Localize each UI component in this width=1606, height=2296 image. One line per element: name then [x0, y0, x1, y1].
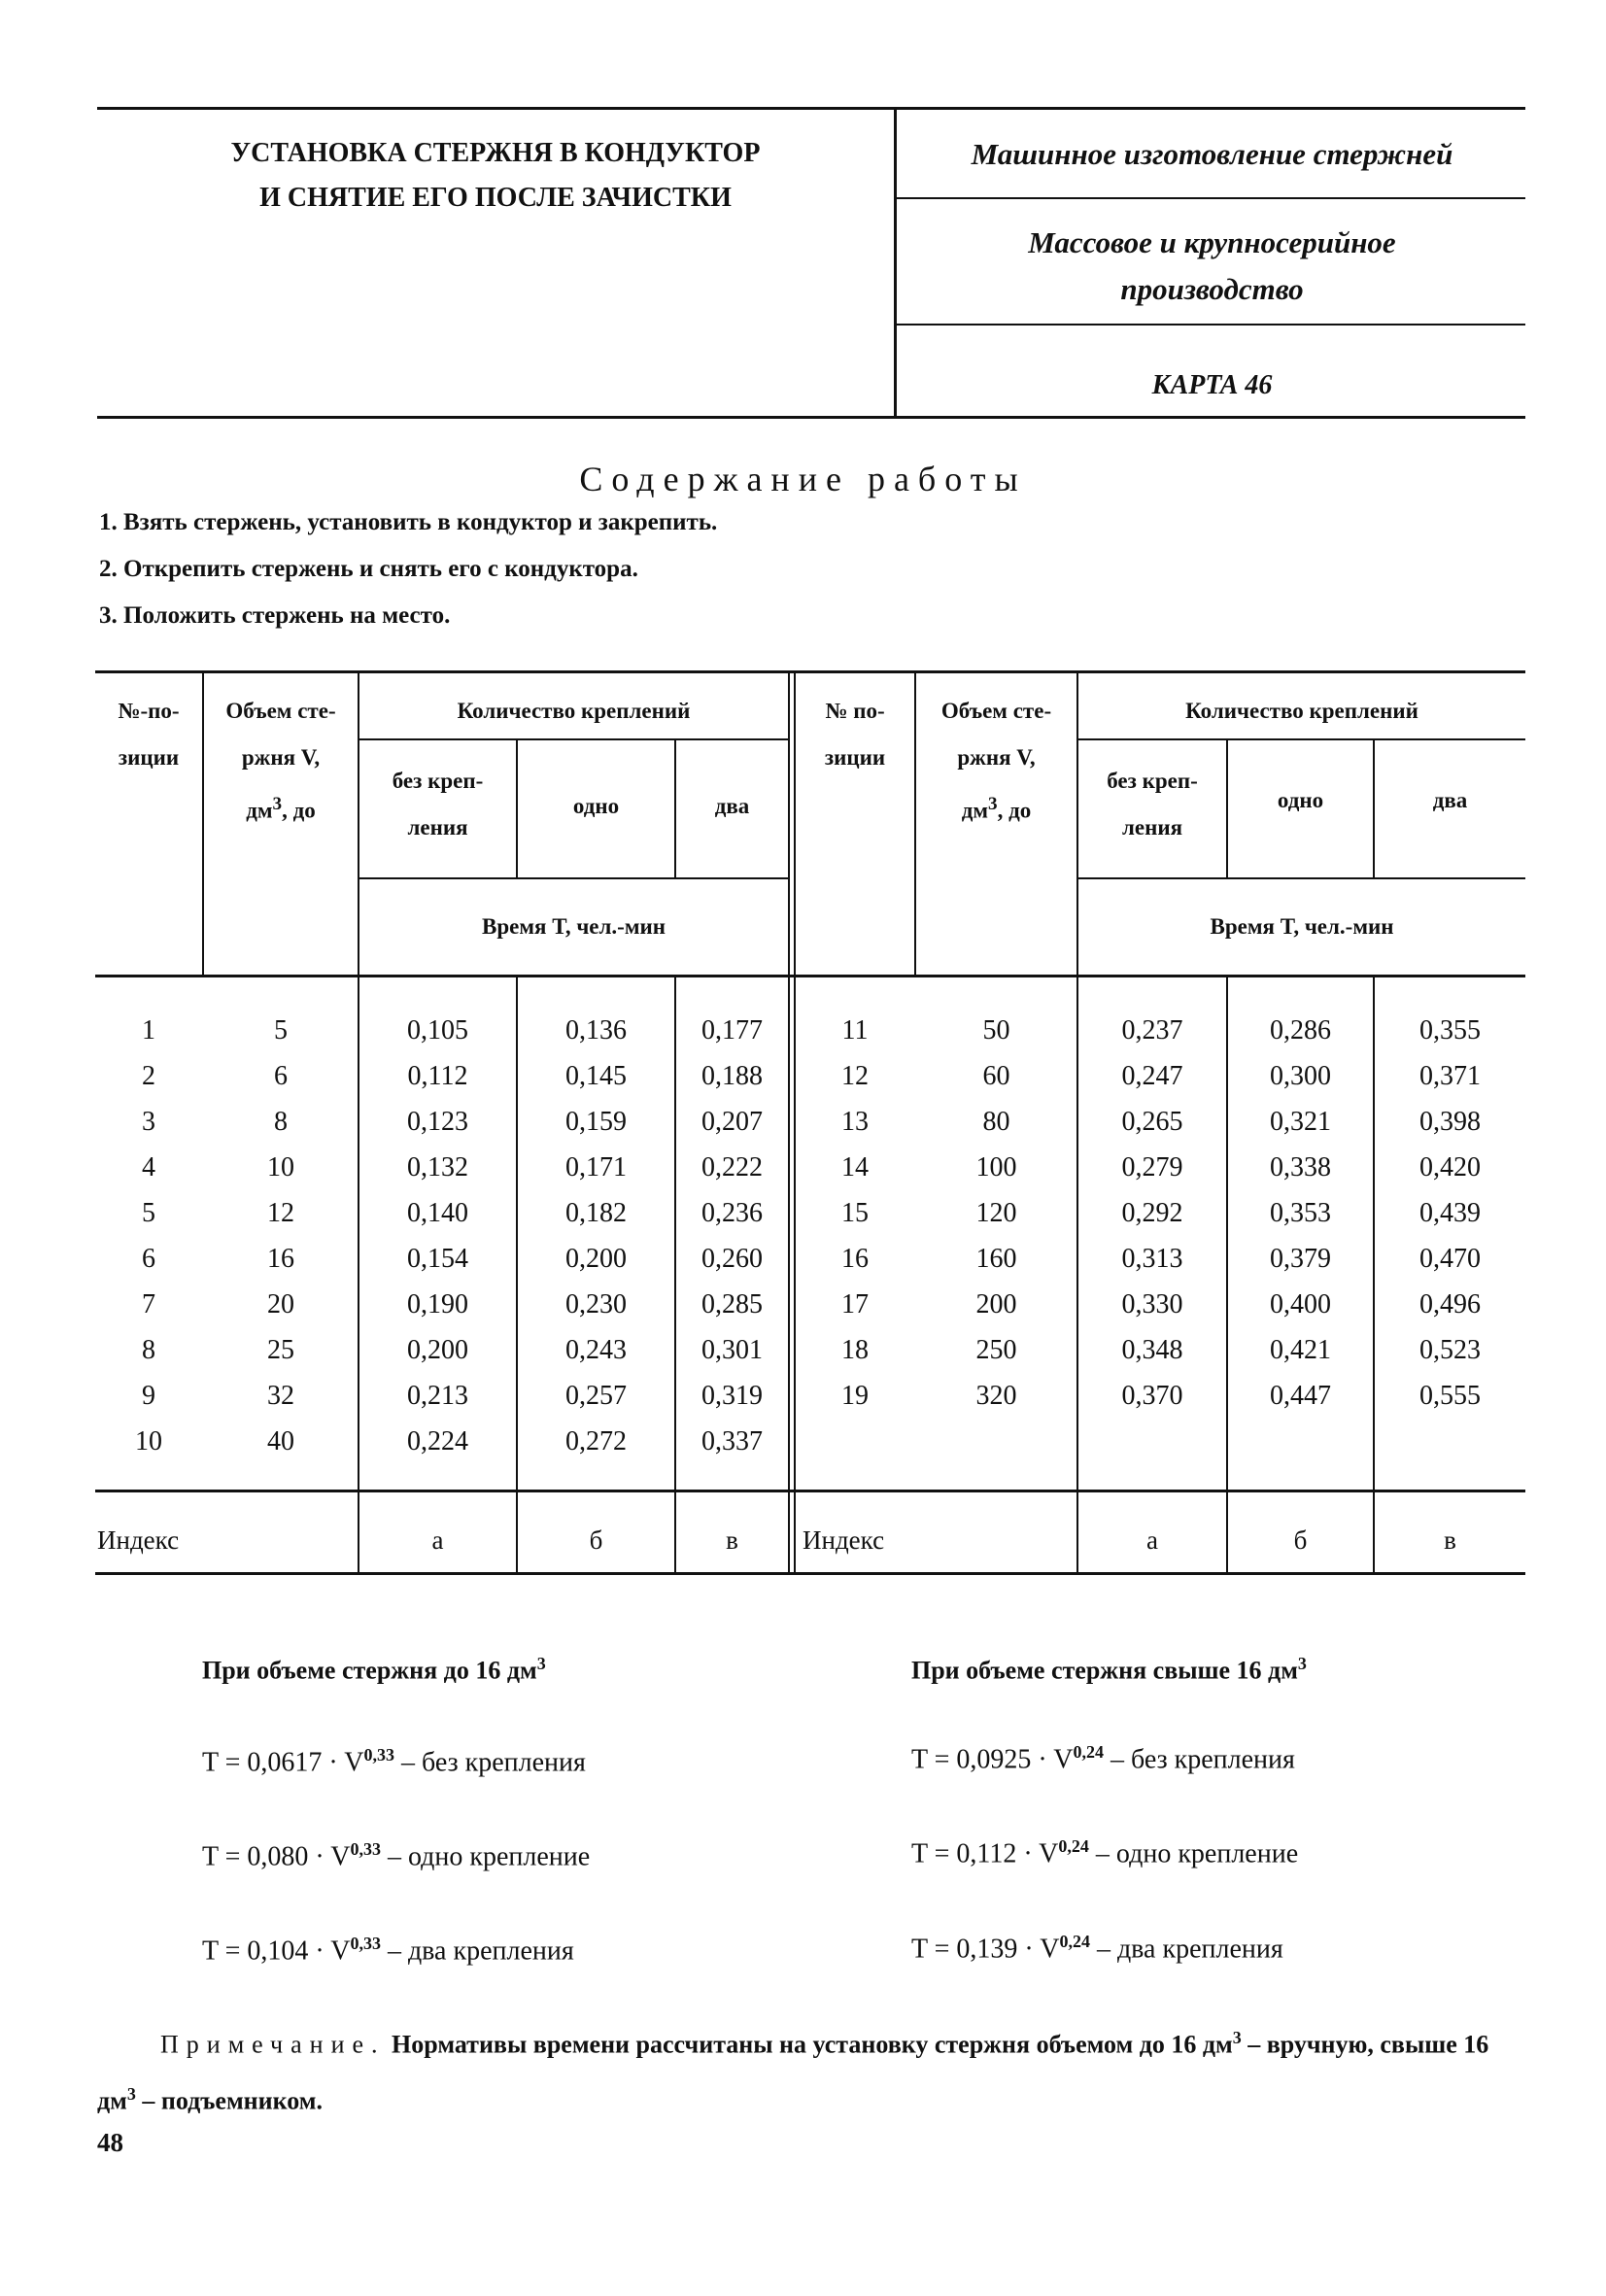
left-index-label: Индекс — [97, 1525, 180, 1555]
right-header-volume-line2: ржня V, — [957, 745, 1036, 770]
title-line-2: И СНЯТИЕ ЕГО ПОСЛЕ ЗАЧИСТКИ — [259, 183, 732, 213]
formula-right-2 — [911, 1836, 1298, 1869]
left-header-position-line2: зиции — [118, 745, 180, 770]
left-header-volume-line2: ржня V, — [241, 745, 321, 770]
left-header-volume-line1: Объем сте- — [225, 699, 336, 723]
work-step-3: 3. Положить стержень на место. — [99, 602, 451, 629]
right-row-5-col-5: 0,439 — [1419, 1198, 1481, 1228]
left-header-volume-line3 — [204, 781, 358, 835]
right-row-7-col-4: 0,400 — [1270, 1289, 1331, 1319]
left-row-6-col-1: 6 — [142, 1244, 155, 1274]
left-header-no-fastening — [359, 758, 516, 851]
formulas-right-heading-text: При объеме стержня свыше 16 дм — [911, 1656, 1298, 1685]
right-row-2-col-4: 0,300 — [1270, 1061, 1331, 1091]
left-header-volume-unit: дм — [246, 798, 273, 823]
left-row-10-col-3: 0,224 — [407, 1426, 468, 1456]
left-row-2-col-5: 0,188 — [701, 1061, 763, 1091]
right-row-5-col-3: 0,292 — [1121, 1198, 1183, 1228]
left-row-10-col-5: 0,337 — [701, 1426, 763, 1456]
right-header-volume — [916, 688, 1076, 835]
right-row-4-col-1: 14 — [841, 1152, 869, 1182]
right-row-5-col-4: 0,353 — [1270, 1198, 1331, 1228]
right-row-7-col-2: 200 — [975, 1289, 1017, 1319]
formulas-right-heading — [911, 1654, 1307, 1686]
left-row-5-col-2: 12 — [267, 1198, 294, 1228]
right-row-2-col-5: 0,371 — [1419, 1061, 1481, 1091]
right-header-volume-exp: 3 — [988, 794, 998, 814]
left-row-10-col-1: 10 — [135, 1426, 162, 1456]
left-row-6-col-4: 0,200 — [565, 1244, 627, 1274]
right-header-position-line1: № по- — [825, 699, 885, 723]
left-row-9-col-5: 0,319 — [701, 1381, 763, 1411]
left-row-5-col-4: 0,182 — [565, 1198, 627, 1228]
production-type — [899, 220, 1525, 313]
right-row-1-col-4: 0,286 — [1270, 1015, 1331, 1045]
work-content-title: Содержание работы — [579, 460, 1027, 498]
right-row-7-col-3: 0,330 — [1121, 1289, 1183, 1319]
right-row-4-col-2: 100 — [975, 1152, 1017, 1182]
note-exp-1: 3 — [1232, 2028, 1242, 2047]
right-header-position — [796, 688, 914, 781]
header-right-rule-2 — [896, 324, 1525, 326]
note — [97, 2013, 1525, 2125]
right-row-3-col-2: 80 — [982, 1107, 1010, 1137]
left-row-1-col-3: 0,105 — [407, 1015, 468, 1045]
formula-left-1-exp: 0,33 — [363, 1745, 394, 1765]
note-text-3: – подъемником. — [135, 2086, 323, 2115]
left-header-position-line1: №-по- — [118, 699, 180, 723]
process-type-text: Машинное изготовление стержней — [971, 137, 1453, 171]
left-row-9-col-2: 32 — [267, 1381, 294, 1411]
formulas-left-heading-text: При объеме стержня до 16 дм — [202, 1656, 537, 1685]
formula-left-1-base: T = 0,0617 · V — [202, 1747, 364, 1778]
left-row-8-col-3: 0,200 — [407, 1335, 468, 1365]
left-subheader-rule — [358, 738, 790, 740]
left-row-3-col-2: 8 — [274, 1107, 288, 1137]
center-rule-a — [788, 670, 790, 1574]
right-row-5-col-1: 15 — [841, 1198, 869, 1228]
left-row-3-col-1: 3 — [142, 1107, 155, 1137]
note-label: Примечание. — [160, 2030, 386, 2059]
formula-right-3-desc: – два крепления — [1089, 1934, 1283, 1965]
right-row-5-col-2: 120 — [975, 1198, 1017, 1228]
formula-right-3 — [911, 1932, 1283, 1965]
left-row-8-col-2: 25 — [267, 1335, 294, 1365]
formulas-right-heading-exp: 3 — [1297, 1654, 1307, 1673]
right-row-2-col-2: 60 — [982, 1061, 1010, 1091]
left-row-1-col-1: 1 — [142, 1015, 155, 1045]
formula-right-3-exp: 0,24 — [1059, 1932, 1090, 1951]
right-header-volume-line1: Объем сте- — [940, 699, 1052, 723]
left-row-1-col-5: 0,177 — [701, 1015, 763, 1045]
formula-left-3 — [202, 1934, 574, 1967]
production-line-1: Массовое и крупносерийное — [1028, 225, 1396, 259]
formula-left-2-exp: 0,33 — [350, 1839, 381, 1859]
left-row-6-col-2: 16 — [267, 1244, 294, 1274]
left-row-6-col-3: 0,154 — [407, 1244, 468, 1274]
formula-right-3-base: T = 0,139 · V — [911, 1934, 1060, 1965]
right-index-a: а — [1146, 1525, 1158, 1555]
table-top-rule — [95, 670, 1525, 673]
right-row-3-col-4: 0,321 — [1270, 1107, 1331, 1137]
left-row-4-col-4: 0,171 — [565, 1152, 627, 1182]
left-row-4-col-2: 10 — [267, 1152, 294, 1182]
work-step-2: 2. Открепить стержень и снять его с кондуктора. — [99, 556, 638, 582]
left-row-2-col-3: 0,112 — [407, 1061, 468, 1091]
left-index-b: б — [589, 1525, 603, 1555]
left-header-no-fastening-line2: ления — [407, 815, 468, 840]
body-end-rule — [95, 1490, 1525, 1492]
left-row-4-col-3: 0,132 — [407, 1152, 468, 1182]
formula-left-3-exp: 0,33 — [350, 1934, 381, 1953]
right-row-3-col-3: 0,265 — [1121, 1107, 1183, 1137]
left-time-rule — [358, 877, 790, 879]
left-row-7-col-2: 20 — [267, 1289, 294, 1319]
left-index-c: в — [726, 1525, 738, 1555]
left-row-8-col-1: 8 — [142, 1335, 155, 1365]
left-row-7-col-1: 7 — [142, 1289, 155, 1319]
title-line-1: УСТАНОВКА СТЕРЖНЯ В КОНДУКТОР — [230, 138, 761, 168]
right-row-7-col-1: 17 — [841, 1289, 869, 1319]
note-text-1: Нормативы времени рассчитаны на установку стержня объемом до 16 дм — [392, 2030, 1233, 2059]
right-row-6-col-1: 16 — [841, 1244, 869, 1274]
left-row-8-col-4: 0,243 — [565, 1335, 627, 1365]
process-type — [899, 131, 1525, 178]
right-header-position-line2: зиции — [824, 745, 886, 770]
right-row-6-col-3: 0,313 — [1121, 1244, 1183, 1274]
card-number-text: КАРТА 46 — [1151, 370, 1273, 400]
right-row-1-col-2: 50 — [982, 1015, 1010, 1045]
left-row-1-col-2: 5 — [274, 1015, 288, 1045]
right-row-4-col-3: 0,279 — [1121, 1152, 1183, 1182]
card-number — [899, 362, 1525, 409]
right-row-9-col-5: 0,555 — [1419, 1381, 1481, 1411]
right-row-1-col-5: 0,355 — [1419, 1015, 1481, 1045]
right-row-9-col-3: 0,370 — [1121, 1381, 1183, 1411]
right-subheader-rule — [1078, 738, 1525, 740]
left-row-3-col-5: 0,207 — [701, 1107, 763, 1137]
left-header-position — [95, 688, 202, 781]
left-row-10-col-4: 0,272 — [565, 1426, 627, 1456]
right-row-9-col-4: 0,447 — [1270, 1381, 1331, 1411]
production-line-2: производство — [1120, 272, 1304, 306]
right-row-8-col-3: 0,348 — [1121, 1335, 1183, 1365]
formula-left-3-base: T = 0,104 · V — [202, 1936, 351, 1967]
right-header-two: два — [1432, 788, 1468, 812]
formula-left-2-desc: – одно крепление — [380, 1841, 591, 1872]
left-row-2-col-2: 6 — [274, 1061, 288, 1091]
formula-right-2-exp: 0,24 — [1058, 1836, 1089, 1856]
right-row-6-col-2: 160 — [975, 1244, 1017, 1274]
note-exp-2: 3 — [126, 2083, 136, 2104]
left-row-5-col-1: 5 — [142, 1198, 155, 1228]
right-row-1-col-3: 0,237 — [1121, 1015, 1183, 1045]
left-row-7-col-5: 0,285 — [701, 1289, 763, 1319]
left-row-10-col-2: 40 — [267, 1426, 294, 1456]
left-header-two: два — [714, 794, 750, 818]
formula-right-1-base: T = 0,0925 · V — [911, 1744, 1074, 1775]
document-title — [97, 131, 894, 221]
page-number: 48 — [97, 2128, 123, 2157]
left-index-a: а — [431, 1525, 444, 1555]
right-row-6-col-5: 0,470 — [1419, 1244, 1481, 1274]
work-step-1: 1. Взять стержень, установить в кондуктор и закрепить. — [99, 509, 718, 535]
formula-right-2-base: T = 0,112 · V — [911, 1838, 1059, 1869]
formulas-left-heading-exp: 3 — [536, 1654, 546, 1673]
left-row-3-col-3: 0,123 — [407, 1107, 468, 1137]
right-index-c: в — [1444, 1525, 1456, 1555]
right-row-3-col-1: 13 — [841, 1107, 869, 1137]
right-row-2-col-1: 12 — [841, 1061, 869, 1091]
left-header-volume-exp: 3 — [272, 794, 283, 814]
note-text-2: – вручную, свыше 16 дм — [97, 2030, 1489, 2115]
left-row-5-col-3: 0,140 — [407, 1198, 468, 1228]
left-row-7-col-4: 0,230 — [565, 1289, 627, 1319]
right-header-fastenings: Количество креплений — [1185, 699, 1418, 723]
table-bottom-rule — [95, 1572, 1525, 1575]
left-header-time: Время T, чел.-мин — [482, 914, 666, 939]
left-header-volume-upto: , до — [282, 798, 316, 823]
formula-right-2-desc: – одно крепление — [1088, 1838, 1299, 1869]
right-row-4-col-5: 0,420 — [1419, 1152, 1481, 1182]
left-row-7-col-3: 0,190 — [407, 1289, 468, 1319]
right-header-volume-upto: , до — [997, 798, 1032, 823]
right-row-1-col-1: 11 — [841, 1015, 869, 1045]
formula-right-1-exp: 0,24 — [1073, 1742, 1104, 1762]
right-row-8-col-5: 0,523 — [1419, 1335, 1481, 1365]
right-row-8-col-4: 0,421 — [1270, 1335, 1331, 1365]
header-right-rule-1 — [896, 197, 1525, 199]
right-row-8-col-1: 18 — [841, 1335, 869, 1365]
right-row-9-col-2: 320 — [975, 1381, 1017, 1411]
right-header-time: Время T, чел.-мин — [1210, 914, 1394, 939]
right-header-no-fastening-line1: без креп- — [1107, 769, 1198, 793]
left-header-volume — [204, 688, 358, 835]
formula-left-3-desc: – два крепления — [380, 1936, 574, 1967]
left-row-6-col-5: 0,260 — [701, 1244, 763, 1274]
header-bottom-rule — [97, 416, 1525, 419]
right-time-rule — [1078, 877, 1525, 879]
left-row-1-col-4: 0,136 — [565, 1015, 627, 1045]
right-row-2-col-3: 0,247 — [1121, 1061, 1183, 1091]
left-row-4-col-5: 0,222 — [701, 1152, 763, 1182]
right-row-3-col-5: 0,398 — [1419, 1107, 1481, 1137]
left-row-9-col-4: 0,257 — [565, 1381, 627, 1411]
left-row-2-col-4: 0,145 — [565, 1061, 627, 1091]
left-header-fastenings: Количество креплений — [457, 699, 691, 723]
header-divider — [894, 107, 897, 418]
formula-left-1-desc: – без крепления — [393, 1747, 586, 1778]
formula-right-1-desc: – без крепления — [1103, 1744, 1295, 1775]
right-index-label: Индекс — [803, 1525, 885, 1555]
right-header-no-fastening — [1078, 758, 1226, 851]
formula-left-2-base: T = 0,080 · V — [202, 1841, 351, 1872]
left-header-no-fastening-line1: без креп- — [392, 769, 484, 793]
left-row-8-col-5: 0,301 — [701, 1335, 763, 1365]
left-row-5-col-5: 0,236 — [701, 1198, 763, 1228]
header-top-rule — [97, 107, 1525, 110]
left-row-2-col-1: 2 — [142, 1061, 155, 1091]
right-row-8-col-2: 250 — [975, 1335, 1017, 1365]
left-row-9-col-3: 0,213 — [407, 1381, 468, 1411]
right-header-no-fastening-line2: ления — [1121, 815, 1183, 840]
header-end-rule — [95, 975, 1525, 977]
left-row-9-col-1: 9 — [142, 1381, 155, 1411]
right-header-volume-unit: дм — [961, 798, 989, 823]
formula-left-1 — [202, 1745, 586, 1778]
right-row-7-col-5: 0,496 — [1419, 1289, 1481, 1319]
right-row-9-col-1: 19 — [841, 1381, 869, 1411]
right-row-4-col-4: 0,338 — [1270, 1152, 1331, 1182]
right-header-one: одно — [1277, 788, 1324, 812]
right-header-volume-line3 — [916, 781, 1076, 835]
right-index-b: б — [1293, 1525, 1308, 1555]
left-row-3-col-4: 0,159 — [565, 1107, 627, 1137]
formula-left-2 — [202, 1839, 590, 1872]
left-row-4-col-1: 4 — [142, 1152, 155, 1182]
formula-right-1 — [911, 1742, 1295, 1775]
left-header-one: одно — [572, 794, 620, 818]
right-row-6-col-4: 0,379 — [1270, 1244, 1331, 1274]
formulas-left-heading — [202, 1654, 546, 1686]
